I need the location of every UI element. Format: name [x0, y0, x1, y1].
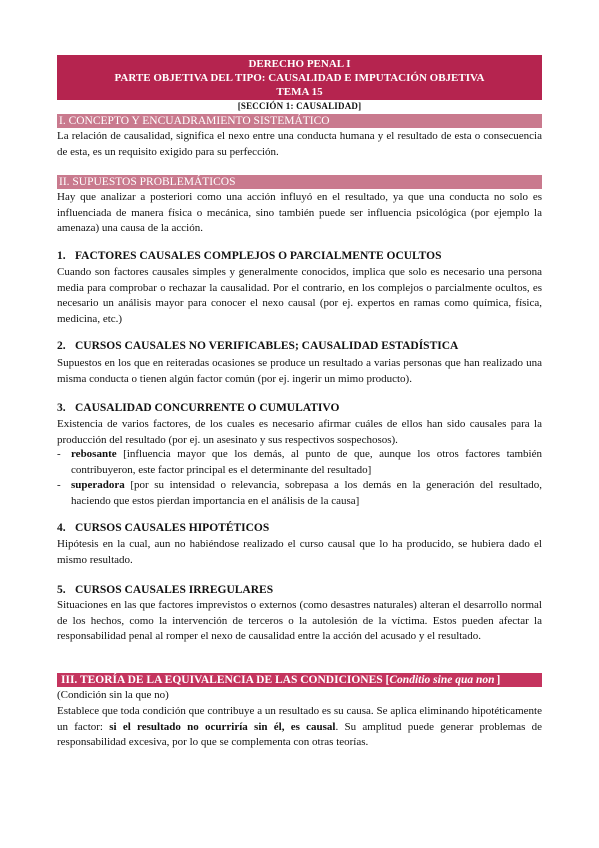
subsection-1-paragraph: Cuando son factores causales simples y generalmente conocidos, implica que solo es necesario una persona media para comprobar o rechazar la causalidad. Por el contrario, en los complejos o parcialmente ocultos, es necesario un análisis mayor para conocer el nexo causal (por ej. expertos en ramas como química, física, medicina, etc.) — [57, 266, 542, 325]
section-heading-1 — [57, 114, 542, 128]
section-heading-2 — [57, 175, 542, 189]
section-3-subtitle: (Condición sin la que no) — [57, 689, 169, 701]
course-title: DERECHO PENAL I — [248, 58, 351, 70]
bullet-text — [71, 447, 542, 478]
subsection-5-paragraph: Situaciones en las que factores imprevistos o externos (como desastres naturales) alteran el desarrollo normal de los hechos, como la intervención de terceros o la autolesión de la víctima. Estos pueden afectar la responsabilidad penal al romper el nexo de causalidad entre la acción del acusado y el resultado. — [57, 599, 542, 643]
subheading-4-label: CURSOS CAUSALES HIPOTÉTICOS — [75, 522, 270, 534]
section-heading-3 — [57, 673, 542, 687]
header-band — [57, 55, 542, 100]
section-heading-3-label — [57, 674, 500, 686]
subheading-2-label: CURSOS CAUSALES NO VERIFICABLES; CAUSALIDAD ESTADÍSTICA — [75, 340, 459, 352]
topic-title: PARTE OBJETIVA DEL TIPO: CAUSALIDAD E IMPUTACIÓN OBJETIVA — [114, 72, 485, 84]
subheading-5 — [57, 583, 542, 598]
section-tag: [SECCIÓN 1: CAUSALIDAD] — [237, 101, 362, 111]
subsection-4-paragraph: Hipótesis en la cual, aun no habiéndose realizado el curso causal que lo ha producido, se hubiera dado el mismo resultado. — [57, 538, 542, 566]
subsection-3-paragraph: Existencia de varios factores, de los cuales es necesario afirmar cuáles de ellos han sido causales para la producción del resultado (por ej. un asesinato y sus respectivos sospechosos). — [57, 418, 542, 446]
section-heading-2-label: II. SUPUESTOS PROBLEMÁTICOS — [59, 176, 236, 188]
unit-title: TEMA 15 — [276, 86, 323, 98]
section-3-paragraph — [57, 704, 542, 751]
bullet-description: [por su intensidad o relevancia, sobrepasa a los demás en la generación del resultado, haciendo que estos pierdan importancia en el análisis de la causa] — [71, 479, 542, 507]
subheading-4 — [57, 521, 542, 536]
subheading-3 — [57, 401, 542, 416]
bullet-term: rebosante — [71, 448, 117, 460]
section-3-text-a: Establece que toda condición que contribuye a un resultado es su causa. Se aplica eliminando hipotéticamente un factor: — [57, 705, 542, 733]
section-heading-3-close: ] — [496, 674, 501, 686]
bullet-dash: - — [57, 448, 61, 460]
section-3-text-bold: si el resultado no ocurriría sin él, es causal — [109, 720, 336, 733]
subheading-5-label: CURSOS CAUSALES IRREGULARES — [75, 584, 274, 596]
subheading-3-label: CAUSALIDAD CONCURRENTE O CUMULATIVO — [75, 402, 340, 414]
subheading-1-label: FACTORES CAUSALES COMPLEJOS O PARCIALMENTE OCULTOS — [75, 250, 442, 262]
bullet-dash: - — [57, 479, 61, 491]
subheading-1 — [57, 249, 542, 264]
section-1-paragraph: La relación de causalidad, significa el nexo entre una conducta humana y el resultado de esta o consecuencia de esta, es un requisito exigido para su perfección. — [57, 130, 542, 158]
section-3-text-b: . Su amplitud puede generar problemas de responsabilidad excesiva, por lo que se complementa con otras teorías. — [57, 720, 542, 749]
section-heading-3-italic: Conditio sine qua non — [389, 674, 495, 686]
subheading-4-number: 4. — [57, 522, 66, 534]
subheading-3-number: 3. — [57, 402, 66, 414]
subheading-1-number: 1. — [57, 250, 66, 262]
subsection-2-paragraph: Supuestos en los que en reiteradas ocasiones se produce un resultado a varias personas que han realizado una misma conducta o tienen algún factor común (por ej. ingerir un mimo producto). — [57, 357, 542, 385]
bullet-term: superadora — [71, 479, 125, 491]
section-heading-3-text: III. TEORÍA DE LA EQUIVALENCIA DE LAS CONDICIONES [ — [61, 674, 390, 686]
subheading-5-number: 5. — [57, 584, 66, 596]
subheading-2-number: 2. — [57, 340, 66, 352]
subheading-2 — [57, 339, 542, 354]
section-2-paragraph: Hay que analizar a posteriori como una acción influyó en el resultado, ya que una conducta no solo es influenciada de manera física o mecánica, sino también puede ser influencia psicológica (por ejemplo la amenaza) una causa de la acción. — [57, 191, 542, 235]
section-heading-1-label: I. CONCEPTO Y ENCUADRAMIENTO SISTEMÁTICO — [59, 115, 330, 127]
bullet-description: [influencia mayor que los demás, al punto de que, aunque los otros factores también contribuyeron, este factor principal es el determinante del resultado] — [71, 448, 542, 476]
bullet-text — [71, 478, 542, 509]
